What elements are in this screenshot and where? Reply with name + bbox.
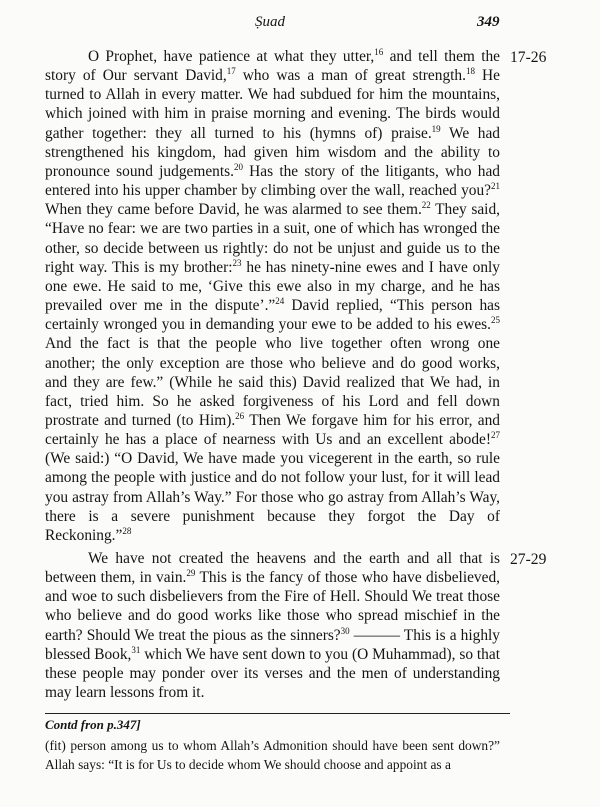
footnote-divider	[45, 713, 510, 714]
page-number: 349	[477, 14, 500, 30]
footnote-marker: 18	[465, 66, 475, 77]
footnote-marker: 26	[235, 410, 245, 421]
text-run: and tell them the story of Our servant David,	[45, 48, 500, 85]
footnote-marker: 17	[226, 66, 236, 77]
footnote-text: (fit) person among us to whom Allah’s Admonition should have been sent down?” Allah says: “It is for Us to decide whom We should choose and appoint as a	[45, 738, 500, 772]
text-run: He turned to Allah in every matter. We had subdued for him the mountains, which joined with him in praise morning and evening. The birds would gather together: they all turned to his (hymns of) praise.	[45, 67, 500, 142]
footnote-marker: 28	[122, 525, 132, 536]
verse-reference: 27-29	[510, 551, 547, 568]
footnote-marker: 16	[374, 46, 384, 57]
text-run: When they came before David, he was alarmed to see them.	[45, 201, 422, 219]
text-run: who was a man of great strength.	[235, 67, 466, 85]
text-run: which We have sent down to you (O Muhammad), so that these people may ponder over its verses and the men of understanding may learn lessons from it.	[45, 645, 500, 702]
footnote-marker: 25	[491, 315, 500, 326]
text-run: This is the fancy of those who have disbelieved, and woe to such disbelievers from the Fire of Hell. Should We treat those who believe and do good works like those who spread mischief in the earth? Should We treat the pious as the sinners?	[45, 569, 500, 644]
text-run: They said, “Have no fear: we are two parties in a suit, one of which has wronged the other, so decide between us rightly: do not be unjust and guide us to the right way. This is my brother:	[45, 201, 500, 276]
text-run: O Prophet, have patience at what they utter,	[88, 48, 375, 65]
footnote-marker: 22	[421, 200, 431, 211]
footnote-marker: 21	[491, 180, 500, 191]
footnote-marker: 19	[431, 123, 441, 134]
footnote-marker: 23	[232, 257, 242, 268]
text-run: And the fact is that the people who live together often wrong one another; the only exception are those who believe and do good works, and they are few.” (While he said this) David realized that We had, in fact, tried him. So he asked forgiveness of his Lord and fell down prostrate and turned (to Him).	[45, 335, 500, 429]
text-run: Then We forgave him for his error, and certainly he has a place of nearness with Us and an excellent abode!	[45, 411, 500, 449]
footnote-marker: 29	[186, 568, 196, 579]
footnote-continuation-heading: Contd fron p.347]	[45, 717, 141, 732]
footnote-marker: 30	[340, 625, 350, 636]
text-run: We have not created the heavens and the earth and all that is between them, in vain.	[45, 550, 500, 587]
text-run: We had strengthened his kingdom, had given him wisdom and the ability to pronounce sound judgements.	[45, 124, 500, 180]
footnote-marker: 27	[491, 430, 500, 440]
surah-name: Ṣuad	[255, 14, 285, 30]
text-run: Has the story of the litigants, who had entered into his upper chamber by climbing over the wall, reached you?	[45, 162, 500, 200]
verse-reference: 17-26	[510, 49, 547, 66]
paragraph-verses-17-26	[45, 47, 500, 545]
paragraph-verses-27-29	[45, 549, 500, 702]
page-header	[0, 14, 600, 36]
footnote-marker: 31	[131, 644, 141, 655]
footnote-marker: 20	[233, 161, 243, 172]
footnote-marker: 24	[275, 295, 285, 306]
text-run: David replied, “This person has certainly wronged you in demanding your ewe to be added to his ewes.	[45, 297, 501, 334]
text-run: (We said:) “O David, We have made you vicegerent in the earth, so rule among the people with justice and do not follow your lust, for it will lead you astray from Allah’s Way.” For those who go astray from Allah’s Way, there is a severe punishment because they forgot the Day of Reckoning.”	[45, 450, 500, 544]
text-run: he has ninety-nine ewes and I have only one ewe. He said to me, ‘Give this ewe also in my charge, and he has prevailed over me in the dispute’.”	[45, 258, 500, 315]
text-run: ——— This is a highly blessed Book,	[45, 626, 500, 663]
